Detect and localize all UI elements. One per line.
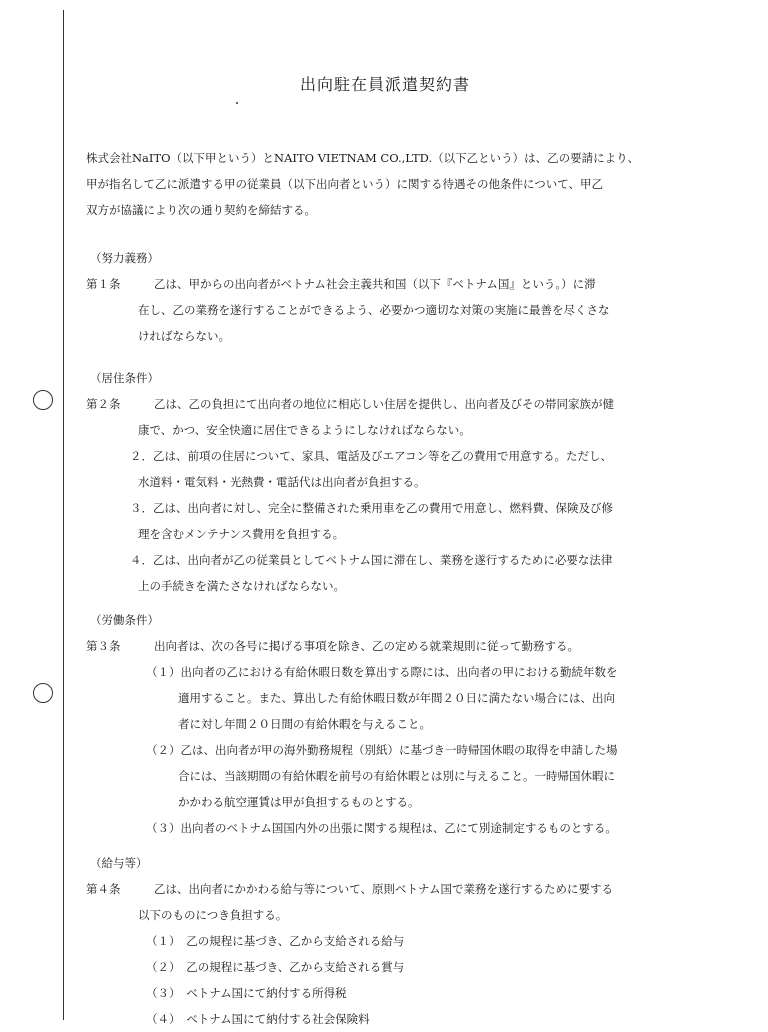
article-line: かかわる航空運賃は甲が負担するものとする。	[178, 795, 420, 809]
preamble-line: 双方が協議により次の通り契約を締結する。	[86, 203, 316, 217]
article-line: 在し、乙の業務を遂行することができるよう、必要かつ適切な対策の実施に最善を尽くさな	[138, 303, 610, 317]
article-heading: （努力義務）	[90, 251, 159, 265]
article-line: 者に対し年間２０日間の有給休暇を与えること。	[178, 717, 431, 731]
preamble-line: 株式会社NaITO（以下甲という）とNAITO VIETNAM CO.,LTD.（以下乙という）は、乙の要請により、	[86, 151, 640, 165]
article-line	[86, 271, 691, 297]
article-heading: （給与等）	[90, 856, 148, 870]
preamble	[86, 145, 691, 223]
document-title: 出向駐在員派遣契約書	[299, 75, 470, 94]
article-line: 以下のものにつき負担する。	[138, 908, 288, 922]
article-line: ければならない。	[138, 329, 230, 343]
article-label: 第４条	[86, 882, 121, 896]
article-label: 第１条	[86, 277, 121, 291]
punch-hole-icon	[33, 683, 53, 703]
article-heading: （労働条件）	[90, 613, 159, 627]
article-text: 乙は、出向者にかかわる給与等について、原則ベトナム国で業務を遂行するために要する	[154, 882, 613, 896]
article-1	[86, 245, 691, 349]
article-line: 合には、当該期間の有給休暇を前号の有給休暇とは別に与えること。一時帰国休暇に	[178, 769, 615, 783]
article-line: （２）乙は、出向者が甲の海外勤務規程（別紙）に基づき一時帰国休暇の取得を申請した場	[146, 743, 618, 757]
punch-hole-icon	[33, 390, 53, 410]
article-label: 第２条	[86, 397, 121, 411]
article-2	[86, 365, 691, 599]
binding-margin-line	[63, 10, 64, 1020]
article-line: ４．乙は、出向者が乙の従業員としてベトナム国に滞在し、業務を遂行するために必要な法律	[130, 553, 613, 567]
article-line: 理を含むメンテナンス費用を負担する。	[138, 527, 345, 541]
scan-speck	[236, 102, 238, 104]
preamble-line: 甲が指名して乙に派遣する甲の従業員（以下出向者という）に関する待遇その他条件について、甲乙	[86, 177, 604, 191]
article-line: （４） ベトナム国にて納付する社会保険料	[146, 1012, 370, 1026]
article-line	[86, 633, 691, 659]
article-line: 水道料・電気料・光熱費・電話代は出向者が負担する。	[138, 475, 426, 489]
article-line	[86, 391, 691, 417]
article-text: 乙は、甲からの出向者がベトナム社会主義共和国（以下『ベトナム国』という。）に滞	[154, 277, 596, 291]
article-line: ２．乙は、前項の住居について、家具、電話及びエアコン等を乙の費用で用意する。ただし、	[130, 449, 612, 463]
article-line	[86, 876, 691, 902]
article-text: 乙は、乙の負担にて出向者の地位に相応しい住居を提供し、出向者及びその帯同家族が健	[154, 397, 614, 411]
article-heading: （居住条件）	[90, 371, 159, 385]
article-line: （３）出向者のベトナム国国内外の出張に関する規程は、乙にて別途制定するものとする。	[146, 821, 617, 835]
article-line: （２） 乙の規程に基づき、乙から支給される賞与	[146, 960, 405, 974]
article-4	[86, 850, 691, 1032]
article-line: 上の手続きを満たさなければならない。	[138, 579, 345, 593]
article-line: （３） ベトナム国にて納付する所得税	[146, 986, 347, 1000]
article-line: 適用すること。また、算出した有給休暇日数が年間２０日に満たない場合には、出向	[178, 691, 615, 705]
article-line: （１） 乙の規程に基づき、乙から支給される給与	[146, 934, 405, 948]
article-line: 康で、かつ、安全快適に居住できるようにしなければならない。	[138, 423, 471, 437]
article-line: ３．乙は、出向者に対し、完全に整備された乗用車を乙の費用で用意し、燃料費、保険及び修	[130, 501, 613, 515]
article-text: 出向者は、次の各号に掲げる事項を除き、乙の定める就業規則に従って勤務する。	[154, 639, 580, 653]
article-line: （１）出向者の乙における有給休暇日数を算出する際には、出向者の甲における勤続年数を	[146, 665, 618, 679]
article-3	[86, 607, 691, 841]
article-label: 第３条	[86, 639, 121, 653]
